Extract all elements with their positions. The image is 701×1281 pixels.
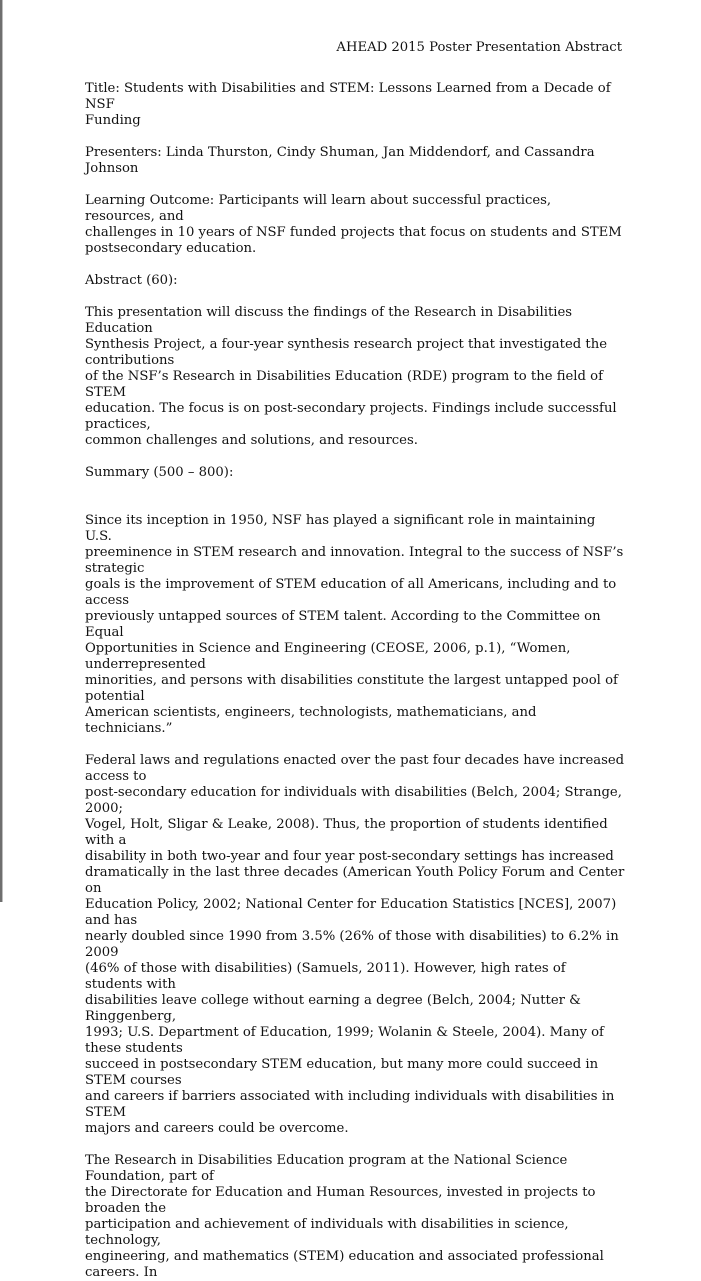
- page-header: AHEAD 2015 Poster Presentation Abstract: [336, 40, 622, 55]
- learning-outcome: Learning Outcome: Participants will learn about successful practices, resources, and challenges in 10 years of NSF funded projects that focus on students and STEM postsecondary education.: [85, 193, 622, 256]
- presenters-line: Presenters: Linda Thurston, Cindy Shuman, Jan Middendorf, and Cassandra Johnson: [85, 145, 595, 176]
- title-line: Title: Students with Disabilities and STEM: Lessons Learned from a Decade of NSF Funding: [85, 81, 611, 128]
- summary-paragraph-2: Federal laws and regulations enacted over the past four decades have increased access to post-secondary education for individuals with disabilities (Belch, 2004; Strange, 2000; Vogel, Holt, Sligar & Leake, 2008). Thus, the proportion of students identified with a disability in both two-year and four year post-secondary settings has increased dramatically in the last three decades (American Youth Policy Forum and Center on Education Policy, 2002; National Center for Education Statistics [NCES], 2007) and has nearly doubled since 1990 from 3.5% (26% of those with disabilities) to 6.2% in 2009 (46% of those with disabilities) (Samuels, 2011). However, high rates of students with disabilities leave college without earning a degree (Belch, 2004; Nutter & Ringgenberg, 1993; U.S. Department of Education, 1999; Wolanin & Steele, 2004). Many of these students succeed in postsecondary STEM education, but many more could succeed in STEM courses and careers if barriers associated with including individuals with disabilities in STEM majors and careers could be overcome.: [85, 753, 625, 1136]
- abstract-heading: Abstract (60):: [85, 273, 178, 288]
- document-body: [85, 81, 625, 1281]
- abstract-text: This presentation will discuss the findings of the Research in Disabilities Education Synthesis Project, a four-year synthesis research project that investigated the contributions of the NSF’s Research in Disabilities Education (RDE) program to the field of STEM education. The focus is on post-secondary projects. Findings include successful practices, common challenges and solutions, and resources.: [85, 305, 617, 448]
- summary-paragraph-1: Since its inception in 1950, NSF has played a significant role in maintaining U.S. preeminence in STEM research and innovation. Integral to the success of NSF’s strategic goals is the improvement of STEM education of all Americans, including and to access previously untapped sources of STEM talent. According to the Committee on Equal Opportunities in Science and Engineering (CEOSE, 2006, p.1), “Women, underrepresented minorities, and persons with disabilities constitute the largest untapped pool of potential American scientists, engineers, technologists, mathematicians, and technicians.”: [85, 513, 624, 736]
- document-page: [2, 0, 701, 1280]
- summary-heading: Summary (500 – 800):: [85, 465, 234, 480]
- summary-paragraph-3: The Research in Disabilities Education program at the National Science Foundation, part of the Directorate for Education and Human Resources, invested in projects to broaden the participation and achievement of individuals with disabilities in science, technology, engineering, and mathematics (STEM) education and associated professional careers. In: [85, 1153, 604, 1280]
